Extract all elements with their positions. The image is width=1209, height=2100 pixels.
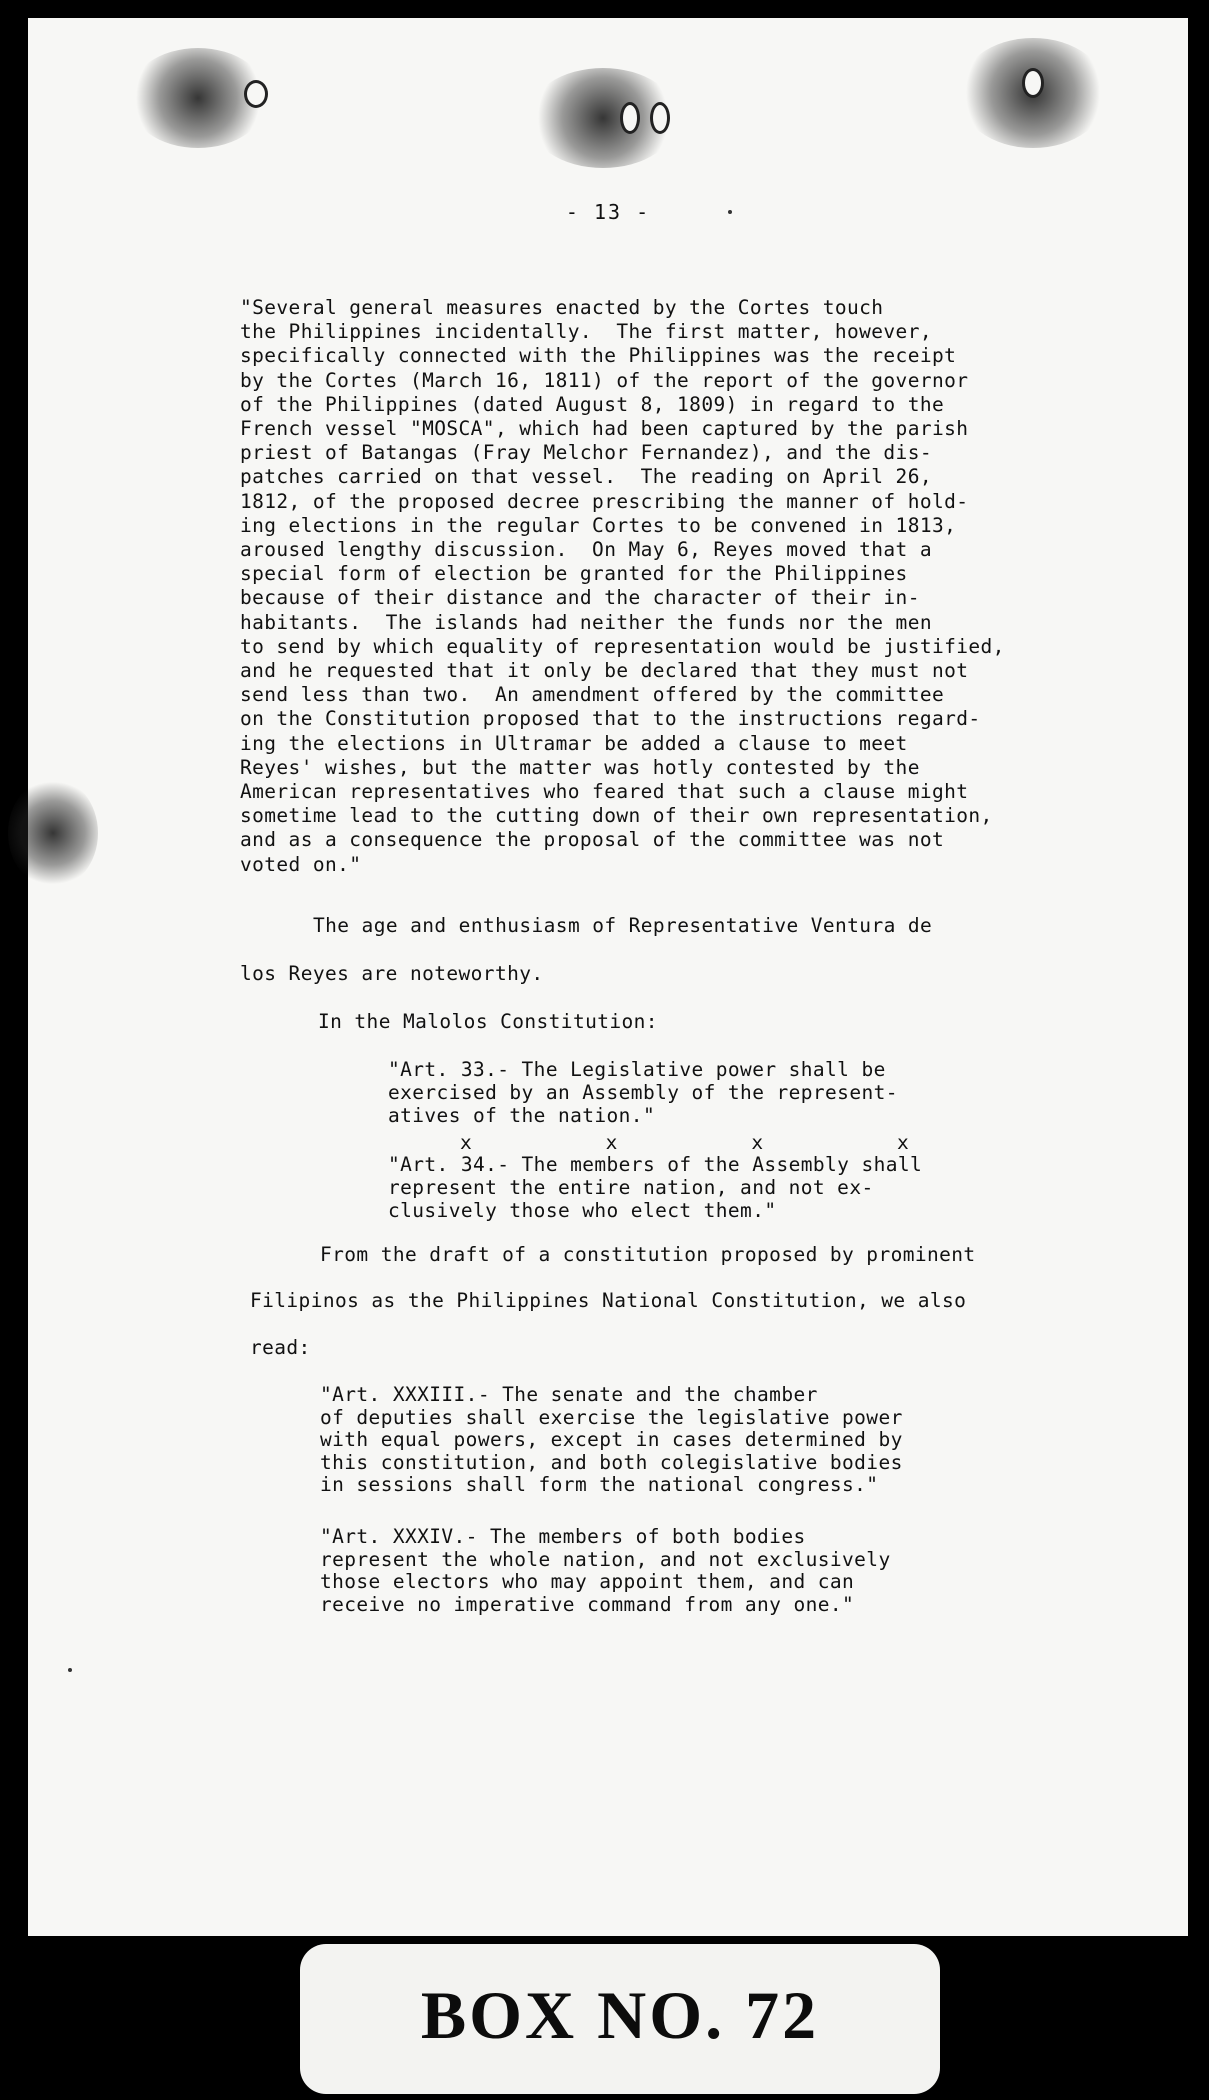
- left-margin-smudge: [8, 778, 98, 888]
- quote-paragraph: "Several general measures enacted by the Cortes touch the Philippines incidentally. The first matter, however, specifically connected with the Philippines was the receipt by the Cortes (March 16, 1811) of the report of the governor of the Philippines (dated August 8, 1809) in regard to the French vessel "MOSCA", which had been captured by the parish priest of Batangas (Fray Melchor Fernandez), and the dis- patches carried on that vessel. The reading on April 26, 1812, of the proposed decree prescribing the manner of hold- ing elections in the regular Cortes to be convened in 1813, aroused lengthy discussion. On May 6, Reyes moved that a special form of election be granted for the Philippines because of their distance and the character of their in- habitants. The islands had neither the funds nor the men to send by which equality of representation would be justified, and he requested that it only be declared that they must not send less than two. An amendment offered by the committee on the Constitution proposed that to the instructions regard- ing the elections in Ultramar be added a clause to meet Reyes' wishes, but the matter was hotly contested by the American representatives who feared that such a clause might sometime lead to the cutting down of their own representation, and as a consequence the proposal of the committee was not voted on.": [240, 296, 1005, 876]
- box-number-label: BOX NO. 72: [420, 1977, 820, 2053]
- page-number: - 13 -: [565, 200, 651, 224]
- archive-box-label: [300, 1944, 940, 2094]
- punch-hole-center: [620, 102, 640, 134]
- paragraph-age-line1: The age and enthusiasm of Representative Ventura de: [313, 914, 933, 937]
- draft-line1: From the draft of a constitution proposed by prominent: [320, 1243, 976, 1266]
- draft-line3: read:: [250, 1336, 311, 1359]
- article-33: "Art. 33.- The Legislative power shall be exercised by an Assembly of the represent- atives of the nation.": [388, 1058, 898, 1127]
- draft-line2: Filipinos as the Philippines National Constitution, we also: [250, 1289, 967, 1312]
- punch-hole-right: [1022, 68, 1044, 98]
- document-page: [28, 18, 1188, 1936]
- paragraph-age-line2: los Reyes are noteworthy.: [240, 962, 544, 985]
- article-XXXIII: "Art. XXXIII.- The senate and the chamber of deputies shall exercise the legislative power with equal powers, except in cases determined by this constitution, and both colegislative bodies in sessions shall form the national congress.": [320, 1383, 903, 1497]
- article-separator: x x x x: [460, 1131, 910, 1154]
- article-34: "Art. 34.- The members of the Assembly shall represent the entire nation, and not ex- clusively those who elect them.": [388, 1153, 923, 1222]
- article-XXXIV: "Art. XXXIV.- The members of both bodies represent the whole nation, and not exclusively those electors who may appoint them, and can receive no imperative command from any one.": [320, 1525, 891, 1616]
- punch-hole-left: [244, 80, 268, 108]
- punch-hole-center-2: [650, 102, 670, 134]
- malolos-intro: In the Malolos Constitution:: [318, 1010, 658, 1033]
- speck: [68, 1668, 72, 1672]
